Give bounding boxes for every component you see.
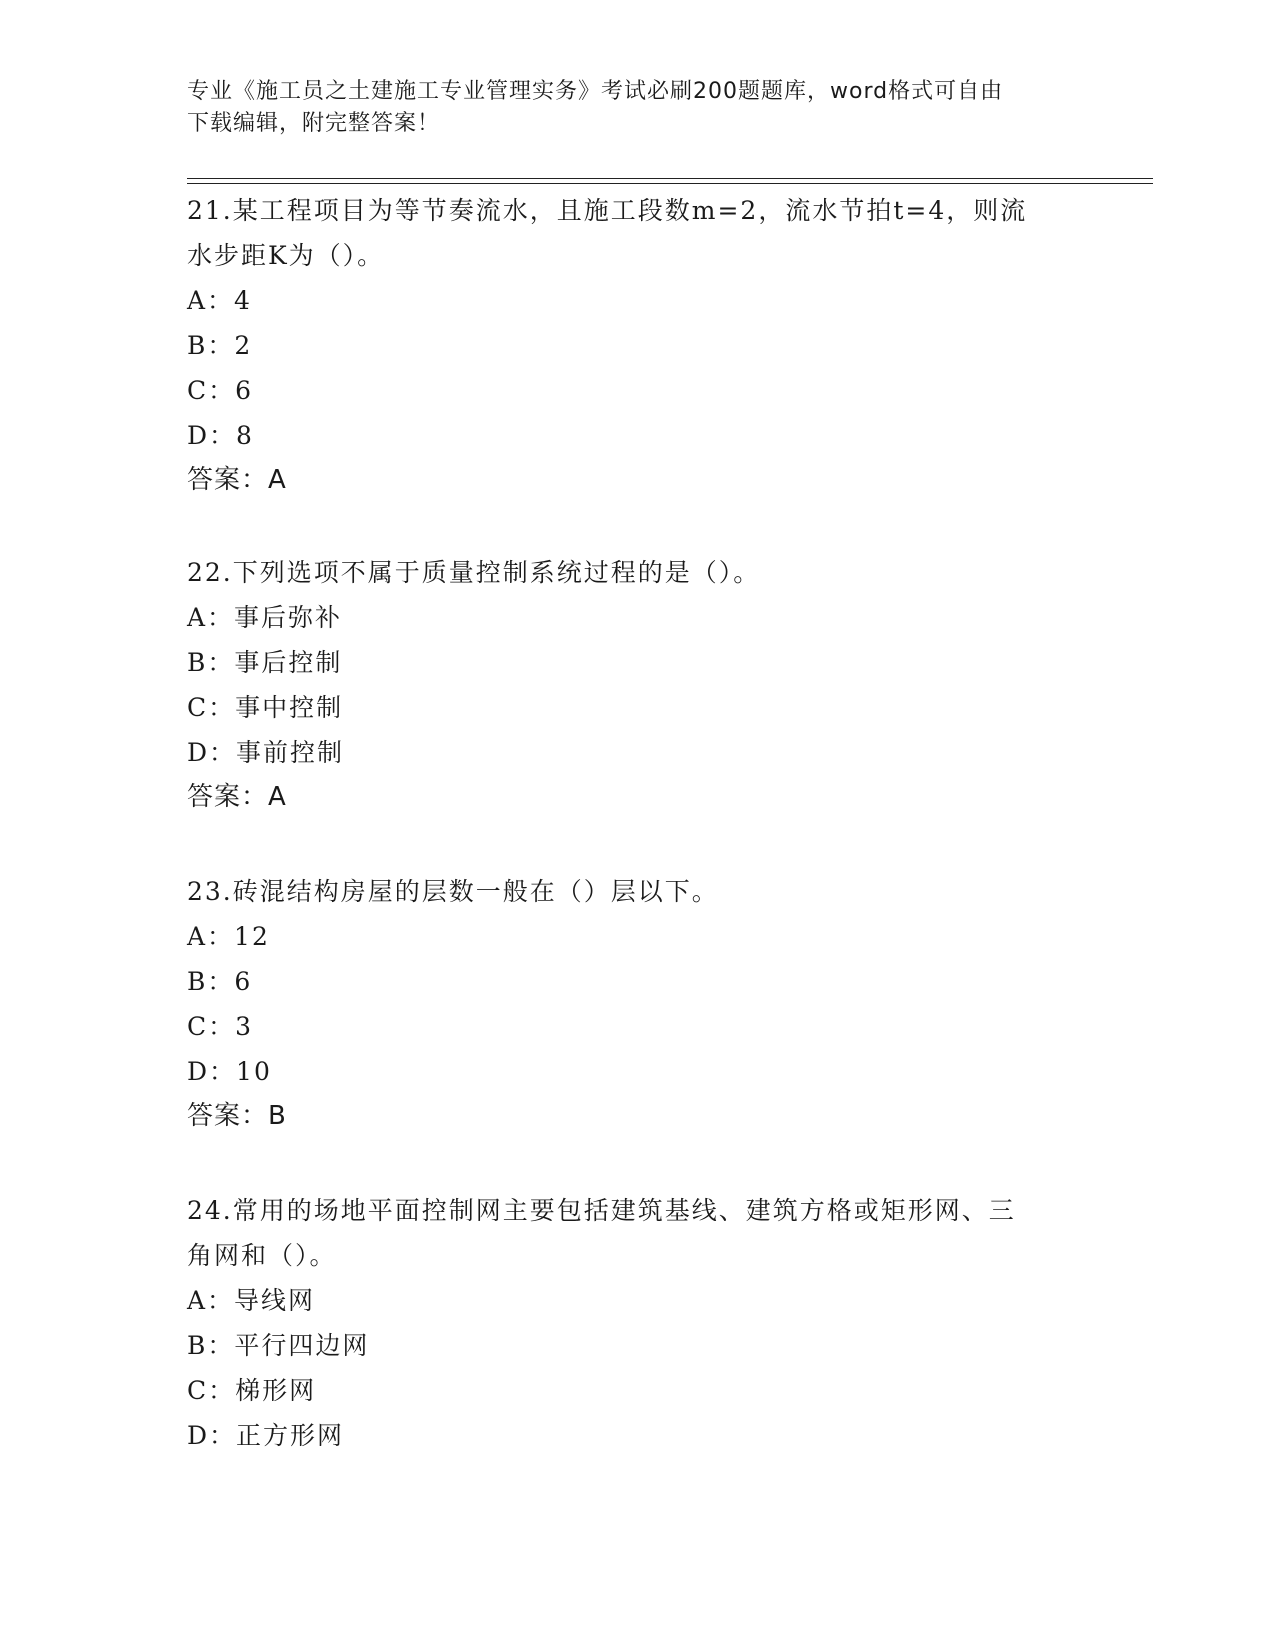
answer-label: 答案：A [187, 465, 287, 495]
option-b: B：6 [187, 967, 253, 996]
option-d: D：事前控制 [187, 738, 345, 767]
option-a: A：12 [187, 922, 270, 951]
question-stem-line: 21.某工程项目为等节奏流水，且施工段数m=2，流水节拍t=4，则流 [187, 196, 1028, 225]
question-stem-line: 22.下列选项不属于质量控制系统过程的是（）。 [187, 558, 761, 587]
option-b: B：事后控制 [187, 648, 343, 677]
header-line-2: 下载编辑，附完整答案！ [187, 111, 441, 136]
option-c: C：梯形网 [187, 1376, 317, 1405]
option-c: C：6 [187, 376, 254, 405]
question-21 [187, 188, 1067, 503]
header-line-1: 专业《施工员之土建施工专业管理实务》考试必刷200题题库，word格式可自由 [187, 79, 1004, 104]
question-22 [187, 550, 1067, 820]
option-c: C：3 [187, 1012, 254, 1041]
option-b: B：2 [187, 331, 253, 360]
option-d: D：8 [187, 421, 254, 450]
question-stem-line: 24.常用的场地平面控制网主要包括建筑基线、建筑方格或矩形网、三 [187, 1196, 1016, 1225]
option-d: D：正方形网 [187, 1421, 345, 1450]
question-stem-line: 23.砖混结构房屋的层数一般在（）层以下。 [187, 877, 719, 906]
option-d: D：10 [187, 1057, 272, 1086]
question-stem-line: 角网和（）。 [187, 1241, 337, 1270]
option-a: A：事后弥补 [187, 603, 343, 632]
question-stem-line: 水步距K为（）。 [187, 241, 385, 270]
header-divider-top [187, 178, 1153, 179]
header-divider-bottom [187, 183, 1153, 184]
question-24 [187, 1188, 1067, 1458]
document-header [187, 76, 1067, 140]
option-a: A：导线网 [187, 1286, 316, 1315]
option-b: B：平行四边网 [187, 1331, 370, 1360]
option-a: A：4 [187, 286, 252, 315]
answer-label: 答案：A [187, 782, 287, 812]
question-23 [187, 869, 1067, 1139]
answer-label: 答案：B [187, 1101, 287, 1131]
option-c: C：事中控制 [187, 693, 344, 722]
